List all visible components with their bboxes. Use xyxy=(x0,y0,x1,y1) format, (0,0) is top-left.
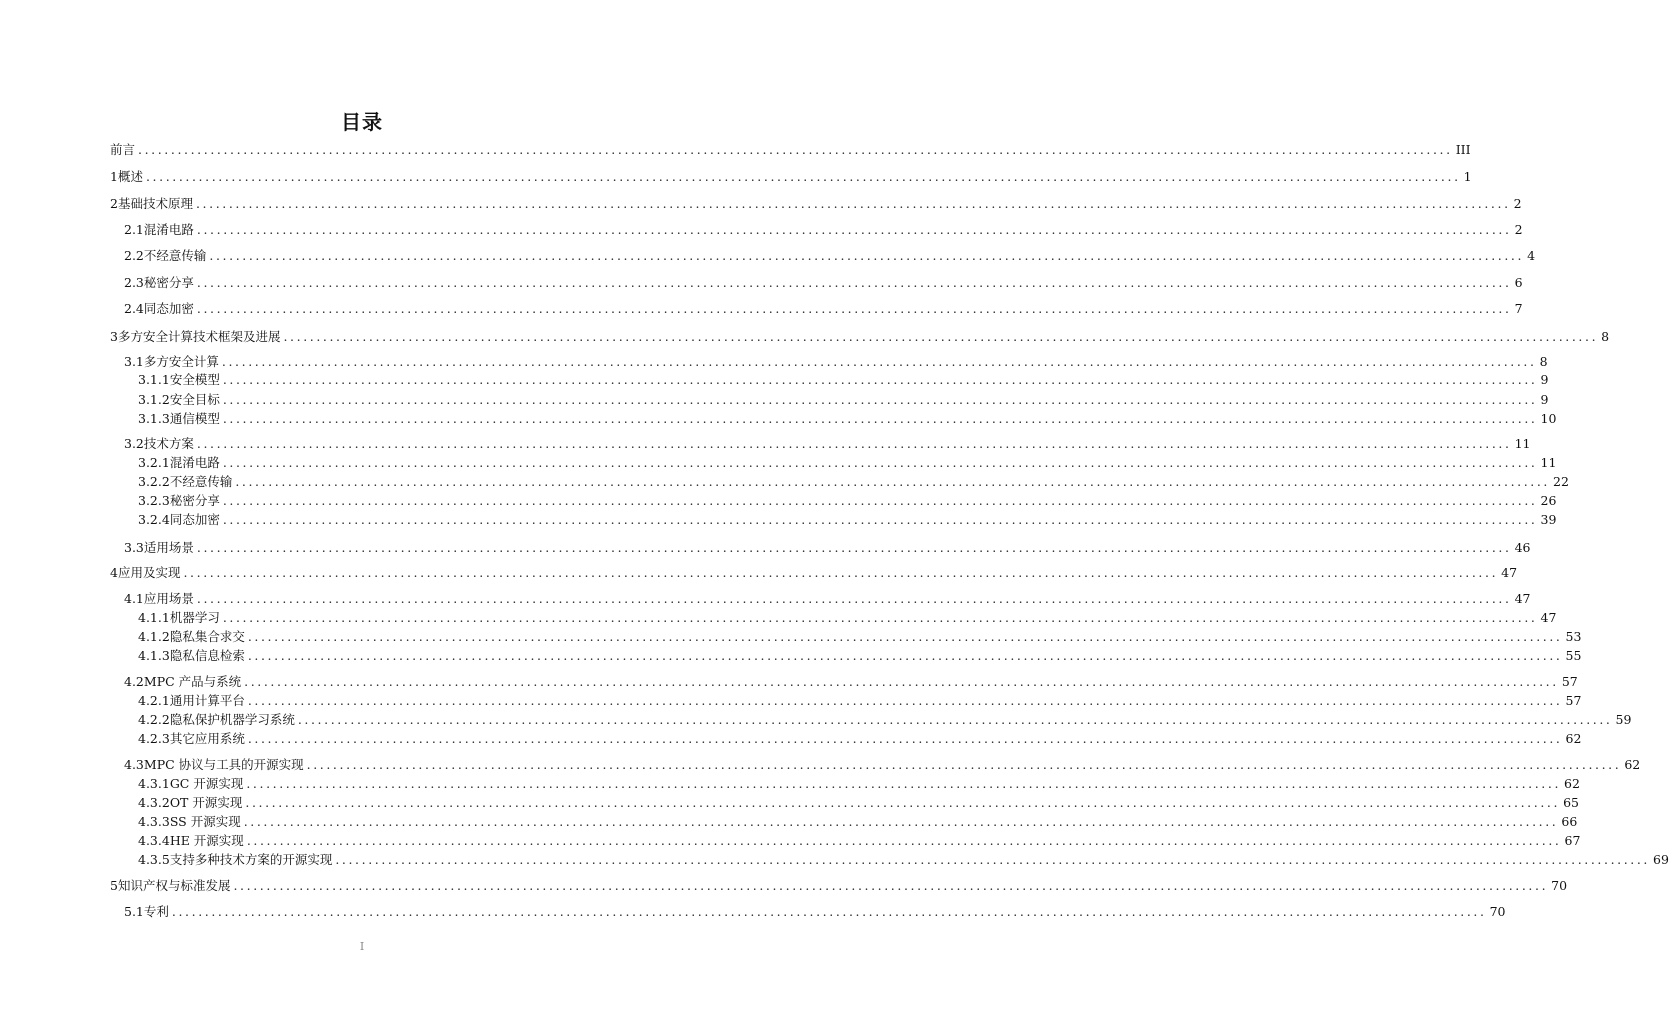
toc-entry-page: 9 xyxy=(1540,372,1549,387)
toc-entry[interactable] xyxy=(110,141,1471,159)
toc-entry-page: 47 xyxy=(1540,610,1557,625)
toc-entry-number: 4.3.2 xyxy=(138,795,170,810)
toc-entry[interactable] xyxy=(138,711,1632,729)
toc-entry-title: 前言 xyxy=(110,142,136,157)
toc-entry-page: 67 xyxy=(1564,833,1581,848)
toc-entry-title: SS 开源实现 xyxy=(169,814,241,829)
toc-entry[interactable] xyxy=(124,756,1641,774)
toc-leader-dots: ........................................................................................................................................................................................................ xyxy=(209,248,1525,263)
toc-entry-title: 应用及实现 xyxy=(117,565,181,580)
toc-entry[interactable] xyxy=(138,628,1582,646)
toc-entry-page: 2 xyxy=(1513,196,1522,211)
toc-entry-title: 隐私集合求交 xyxy=(169,629,245,644)
toc-entry-number: 4.1.3 xyxy=(138,648,170,663)
toc-entry-title: 其它应用系统 xyxy=(169,731,245,746)
toc-entry-page: 10 xyxy=(1540,411,1557,426)
toc-entry[interactable] xyxy=(124,247,1536,265)
toc-entry[interactable] xyxy=(138,692,1582,710)
toc-entry-page: 47 xyxy=(1501,565,1518,580)
toc-entry[interactable] xyxy=(138,371,1549,389)
toc-entry-title: MPC 产品与系统 xyxy=(143,674,242,689)
toc-entry-page: 8 xyxy=(1601,329,1610,344)
toc-entry[interactable] xyxy=(138,775,1580,793)
toc-entry-title: 机器学习 xyxy=(169,610,220,625)
toc-leader-dots: ........................................................................................................................................................................................................ xyxy=(171,904,1487,919)
toc-entry-page: 11 xyxy=(1514,436,1531,451)
toc-leader-dots: ........................................................................................................................................................................................................ xyxy=(196,540,1512,555)
toc-entry-title: 基础技术原理 xyxy=(117,196,193,211)
toc-entry-page: 46 xyxy=(1514,540,1531,555)
toc-entry-title: 专利 xyxy=(143,904,169,919)
toc-entry[interactable] xyxy=(110,564,1518,582)
toc-entry-page: 57 xyxy=(1565,693,1582,708)
toc-entry[interactable] xyxy=(124,590,1531,608)
toc-leader-dots: ........................................................................................................................................................................................................ xyxy=(244,674,1559,689)
toc-entry-number: 5.1 xyxy=(124,904,144,919)
toc-leader-dots: ........................................................................................................................................................................................................ xyxy=(138,142,1453,157)
toc-entry-page: 7 xyxy=(1514,301,1523,316)
toc-leader-dots: ........................................................................................................................................................................................................ xyxy=(222,411,1538,426)
toc-entry-page: 2 xyxy=(1514,222,1523,237)
toc-leader-dots: ........................................................................................................................................................................................................ xyxy=(245,795,1561,810)
toc-entry-title: GC 开源实现 xyxy=(169,776,244,791)
toc-leader-dots: ........................................................................................................................................................................................................ xyxy=(246,833,1562,848)
toc-leader-dots: ........................................................................................................................................................................................................ xyxy=(222,372,1538,387)
toc-entry[interactable] xyxy=(138,832,1581,850)
toc-entry-title: 不经意传输 xyxy=(169,474,233,489)
toc-leader-dots: ........................................................................................................................................................................................................ xyxy=(221,354,1537,369)
page-title: 目录 xyxy=(341,110,383,134)
toc-entry[interactable] xyxy=(138,794,1579,812)
toc-entry-title: 通用计算平台 xyxy=(169,693,245,708)
toc-entry-title: 多方安全计算 xyxy=(143,354,219,369)
toc-entry[interactable] xyxy=(138,454,1557,472)
toc-leader-dots: ........................................................................................................................................................................................................ xyxy=(196,436,1512,451)
toc-leader-dots: ........................................................................................................................................................................................................ xyxy=(222,610,1538,625)
toc-entry[interactable] xyxy=(124,673,1578,691)
toc-entry-number: 4.3.3 xyxy=(138,814,170,829)
toc-entry-title: 安全模型 xyxy=(169,372,220,387)
toc-entry-title: 同态加密 xyxy=(143,301,194,316)
toc-leader-dots: ........................................................................................................................................................................................................ xyxy=(247,648,1563,663)
toc-entry[interactable] xyxy=(124,300,1523,318)
toc-entry-page: 47 xyxy=(1514,591,1531,606)
toc-entry[interactable] xyxy=(110,168,1472,186)
toc-leader-dots: ........................................................................................................................................................................................................ xyxy=(222,392,1538,407)
toc-entry-title: 概述 xyxy=(117,169,143,184)
toc-entry-number: 3.1.2 xyxy=(138,392,170,407)
toc-entry-title: 多方安全计算技术框架及进展 xyxy=(117,329,281,344)
toc-entry-title: MPC 协议与工具的开源实现 xyxy=(143,757,304,772)
toc-entry-number: 3.2.3 xyxy=(138,493,170,508)
toc-entry-number: 1 xyxy=(110,169,118,184)
toc-entry[interactable] xyxy=(138,851,1669,869)
toc-leader-dots: ........................................................................................................................................................................................................ xyxy=(222,512,1538,527)
toc-entry-number: 4.2.3 xyxy=(138,731,170,746)
toc-entry-title: 知识产权与标准发展 xyxy=(117,878,231,893)
toc-entry-number: 4.1 xyxy=(124,591,144,606)
toc-entry-page: 4 xyxy=(1527,248,1536,263)
toc-entry-page: 11 xyxy=(1540,455,1557,470)
toc-entry-number: 4 xyxy=(110,565,118,580)
toc-leader-dots: ........................................................................................................................................................................................................ xyxy=(196,591,1512,606)
toc-entry[interactable] xyxy=(138,511,1557,529)
toc-entry-title: 应用场景 xyxy=(143,591,194,606)
toc-entry-title: 安全目标 xyxy=(169,392,220,407)
toc-entry-number: 4.2.2 xyxy=(138,712,170,727)
toc-entry[interactable] xyxy=(124,353,1548,371)
toc-entry[interactable] xyxy=(124,435,1531,453)
toc-entry[interactable] xyxy=(138,647,1582,665)
toc-entry-number: 2.1 xyxy=(124,222,144,237)
toc-entry[interactable] xyxy=(138,391,1549,409)
toc-entry-page: 69 xyxy=(1653,852,1669,867)
toc-entry-number: 4.2.1 xyxy=(138,693,170,708)
toc-entry-title: 支持多种技术方案的开源实现 xyxy=(169,852,333,867)
toc-leader-dots: ........................................................................................................................................................................................................ xyxy=(283,329,1599,344)
toc-entry-page: 57 xyxy=(1561,674,1578,689)
toc-entry-page: III xyxy=(1455,142,1471,157)
toc-entry-page: 55 xyxy=(1565,648,1582,663)
toc-entry-page: 1 xyxy=(1463,169,1472,184)
toc-entry-number: 3.2.4 xyxy=(138,512,170,527)
toc-entry[interactable] xyxy=(138,609,1557,627)
toc-entry-number: 3.2 xyxy=(124,436,144,451)
toc-entry-title: 秘密分享 xyxy=(143,275,194,290)
toc-entry[interactable] xyxy=(124,274,1523,292)
toc-entry-title: 不经意传输 xyxy=(143,248,207,263)
toc-entry-number: 3 xyxy=(110,329,118,344)
toc-entry-number: 2.4 xyxy=(124,301,144,316)
toc-entry-page: 70 xyxy=(1489,904,1506,919)
toc-leader-dots: ........................................................................................................................................................................................................ xyxy=(145,169,1461,184)
toc-entry-title: 混淆电路 xyxy=(169,455,220,470)
toc-entry-page: 66 xyxy=(1561,814,1578,829)
toc-leader-dots: ........................................................................................................................................................................................................ xyxy=(247,693,1563,708)
toc-entry-number: 2.2 xyxy=(124,248,144,263)
toc-entry-page: 62 xyxy=(1565,731,1582,746)
toc-entry-title: OT 开源实现 xyxy=(169,795,243,810)
toc-leader-dots: ........................................................................................................................................................................................................ xyxy=(247,731,1563,746)
toc-leader-dots: ........................................................................................................................................................................................................ xyxy=(243,814,1559,829)
toc-entry-title: HE 开源实现 xyxy=(169,833,244,848)
toc-entry[interactable] xyxy=(138,492,1557,510)
toc-leader-dots: ........................................................................................................................................................................................................ xyxy=(335,852,1651,867)
toc-entry-page: 26 xyxy=(1540,493,1557,508)
toc-entry-number: 4.3.5 xyxy=(138,852,170,867)
toc-leader-dots: ........................................................................................................................................................................................................ xyxy=(196,275,1512,290)
toc-entry-page: 70 xyxy=(1551,878,1568,893)
toc-entry[interactable] xyxy=(110,877,1568,895)
toc-entry-title: 混淆电路 xyxy=(143,222,194,237)
toc-entry-number: 4.3 xyxy=(124,757,144,772)
toc-entry-number: 5 xyxy=(110,878,118,893)
toc-entry-title: 隐私保护机器学习系统 xyxy=(169,712,295,727)
toc-entry-title: 适用场景 xyxy=(143,540,194,555)
toc-entry-number: 4.1.2 xyxy=(138,629,170,644)
toc-entry-title: 同态加密 xyxy=(169,512,220,527)
toc-entry-title: 通信模型 xyxy=(169,411,220,426)
toc-entry-number: 3.1 xyxy=(124,354,144,369)
toc-entry-number: 4.1.1 xyxy=(138,610,170,625)
toc-entry-number: 4.3.1 xyxy=(138,776,170,791)
toc-leader-dots: ........................................................................................................................................................................................................ xyxy=(246,776,1562,791)
toc-entry-number: 4.3.4 xyxy=(138,833,170,848)
toc-entry-number: 3.3 xyxy=(124,540,144,555)
toc-entry-page: 22 xyxy=(1553,474,1569,489)
toc-leader-dots: ........................................................................................................................................................................................................ xyxy=(233,878,1549,893)
toc-entry-page: 65 xyxy=(1563,795,1579,810)
toc-leader-dots: ........................................................................................................................................................................................................ xyxy=(297,712,1613,727)
toc-entry-title: 技术方案 xyxy=(143,436,194,451)
toc-entry-page: 59 xyxy=(1615,712,1632,727)
page-number: I xyxy=(359,940,365,953)
toc-entry-number: 2.3 xyxy=(124,275,144,290)
toc-entry[interactable] xyxy=(110,328,1610,346)
toc-entry[interactable] xyxy=(138,473,1569,491)
toc-entry-title: 隐私信息检索 xyxy=(169,648,245,663)
toc-entry-page: 62 xyxy=(1564,776,1580,791)
toc-entry[interactable] xyxy=(138,410,1557,428)
toc-entry-number: 2 xyxy=(110,196,118,211)
toc-entry-number: 3.2.2 xyxy=(138,474,170,489)
toc-entry-page: 62 xyxy=(1624,757,1641,772)
toc-entry-number: 3.2.1 xyxy=(138,455,170,470)
toc-leader-dots: ........................................................................................................................................................................................................ xyxy=(195,196,1511,211)
toc-entry-number: 3.1.1 xyxy=(138,372,170,387)
toc-entry[interactable] xyxy=(124,539,1531,557)
toc-entry[interactable] xyxy=(138,730,1582,748)
toc-entry[interactable] xyxy=(138,813,1578,831)
toc-entry-title: 秘密分享 xyxy=(169,493,220,508)
toc-entry-page: 53 xyxy=(1565,629,1582,644)
toc-entry[interactable] xyxy=(124,903,1506,921)
toc-entry[interactable] xyxy=(110,195,1522,213)
toc-leader-dots: ........................................................................................................................................................................................................ xyxy=(222,455,1538,470)
toc-entry-number: 4.2 xyxy=(124,674,144,689)
toc-leader-dots: ........................................................................................................................................................................................................ xyxy=(222,493,1538,508)
toc-leader-dots: ........................................................................................................................................................................................................ xyxy=(196,222,1512,237)
toc-entry-page: 9 xyxy=(1540,392,1549,407)
toc-entry-page: 6 xyxy=(1514,275,1523,290)
toc-entry-page: 39 xyxy=(1540,512,1557,527)
toc-leader-dots: ........................................................................................................................................................................................................ xyxy=(235,474,1551,489)
toc-leader-dots: ........................................................................................................................................................................................................ xyxy=(247,629,1563,644)
toc-entry-number: 3.1.3 xyxy=(138,411,170,426)
toc-leader-dots: ........................................................................................................................................................................................................ xyxy=(183,565,1499,580)
toc-leader-dots: ........................................................................................................................................................................................................ xyxy=(196,301,1512,316)
toc-leader-dots: ........................................................................................................................................................................................................ xyxy=(306,757,1622,772)
toc-entry-page: 8 xyxy=(1539,354,1548,369)
toc-entry[interactable] xyxy=(124,221,1523,239)
